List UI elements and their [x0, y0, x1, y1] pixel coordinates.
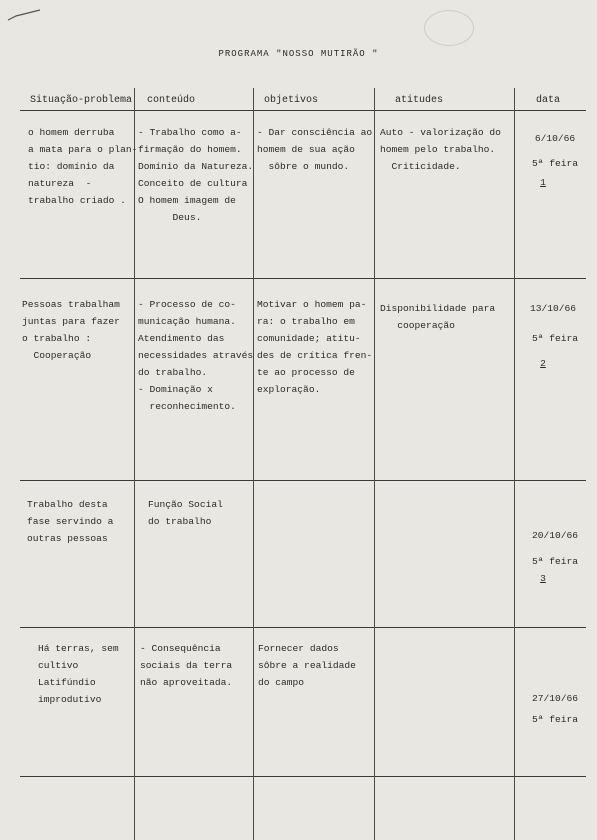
row-2-weekday: 5ª feira [531, 333, 579, 344]
row-4-date: 27/10/66 [531, 693, 579, 704]
row-rule-4 [20, 776, 586, 777]
document-title: PROGRAMA "NOSSO MUTIRÃO " [218, 49, 379, 59]
header-situacao: Situação-problema [30, 95, 133, 106]
row-1-date: 6/10/66 [534, 133, 576, 144]
row-3-conteudo: Função Social do trabalho [148, 499, 223, 527]
row-3-number: 3 [540, 573, 546, 584]
row-3-situacao: Trabalho desta fase servindo a outras pessoas [27, 499, 114, 544]
row-1-atitudes: Auto - valorização do homem pelo trabalho. Criticidade. [380, 127, 501, 172]
row-4-conteudo: - Consequência sociais da terra não aproveitada. [140, 643, 233, 688]
row-3-weekday: 5ª feira [531, 556, 579, 567]
row-4-objetivos: Fornecer dados sôbre a realidade do campo [258, 643, 356, 688]
header-data: data [536, 95, 561, 106]
row-rule-1 [20, 278, 586, 279]
row-4-situacao: Há terras, sem cultivo Latifúndio improdutivo [38, 643, 119, 705]
header-objetivos: objetivos [264, 95, 319, 106]
column-rule-3 [374, 88, 375, 840]
row-2-conteudo: - Processo de co- municação humana. Atendimento das necessidades através do trabalho. - Dominação x reconhecimento. [138, 299, 254, 412]
row-1-objetivos: - Dar consciência ao homem de sua ação sôbre o mundo. [257, 127, 373, 172]
row-2-number: 2 [540, 358, 546, 369]
row-3-date: 20/10/66 [531, 530, 579, 541]
row-rule-3 [20, 627, 586, 628]
header-atitudes: atitudes [395, 95, 444, 106]
row-1-weekday: 5ª feira [531, 158, 579, 169]
row-1-situacao: o homem derruba a mata para o plan- tio: domínio da natureza - trabalho criado . [28, 127, 138, 206]
row-2-situacao: Pessoas trabalham juntas para fazer o trabalho : Cooperação [22, 299, 120, 361]
row-2-atitudes: Disponibilidade para cooperação [380, 303, 496, 331]
pen-scribble-mark [6, 8, 44, 22]
row-4-weekday: 5ª feira [531, 714, 579, 725]
header-rule [20, 110, 586, 111]
row-2-date: 13/10/66 [529, 303, 577, 314]
header-conteudo: conteúdo [147, 95, 196, 106]
row-rule-2 [20, 480, 586, 481]
row-1-number: 1 [540, 177, 546, 188]
row-2-objetivos: Motivar o homem pa- ra: o trabalho em comunidade; atitu- des de crítica fren- te ao processo de exploração. [257, 299, 373, 395]
row-1-conteudo: - Trabalho como a- firmação do homem. Domínio da Natureza. Conceito de cultura O homem imagem de Deus. [138, 127, 254, 223]
faded-stamp [424, 10, 474, 46]
